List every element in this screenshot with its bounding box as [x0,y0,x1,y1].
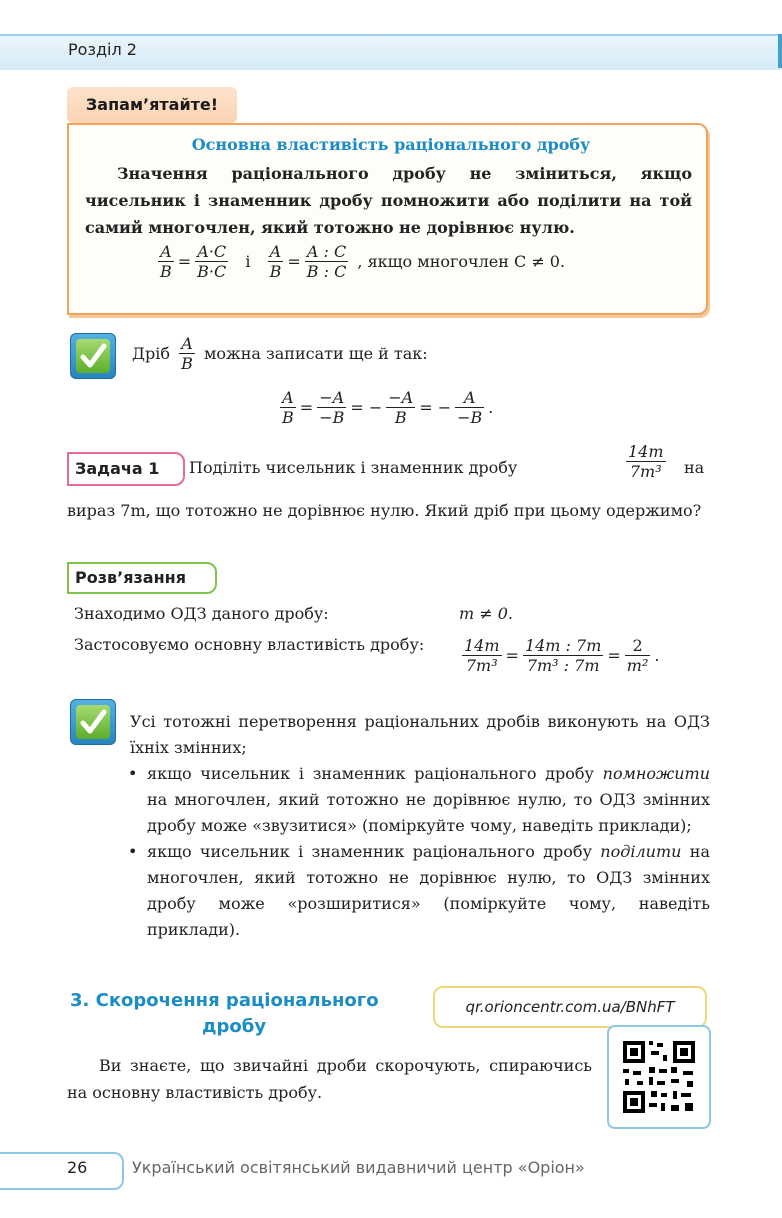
check-icon [70,333,116,379]
fraction: $\frac{-A}{B}$ [388,388,414,427]
note-odz-intro: Усі тотожні перетворення раціональних дробів виконують на ОДЗ їхніх змінних; [130,712,710,757]
rule-formula: $\frac{A}{B}$ = $\frac{A\cdot C}{B\cdot C}$ і $\frac{A}{B}$ = $\frac{A : C}{B : C}$ , якщо многочлен C ≠ 0. [160,242,566,281]
task-fraction: $\frac{14m}{\text{7m³}}$ [628,442,664,481]
fraction: $\frac{A : C}{B : C}$ [306,242,347,281]
qr-code-icon [609,1027,709,1127]
solution-step1-value: m ≠ 0. [459,604,514,623]
remember-tab: Запам’ятайте! [67,87,237,123]
publisher-name: Український освітянський видавничий центр «Оріон» [132,1158,585,1177]
fraction: $\frac{A}{B}$ [269,242,282,281]
fraction: $\frac{-A}{-B}$ [319,388,345,427]
task-text-cont: вираз 7m, що тотожно не дорівнює нулю. Який дріб при цьому одержимо? [67,501,702,520]
page-number-tab [0,1152,124,1190]
header-edge [778,34,782,68]
qr-link[interactable]: qr.orioncentr.com.ua/BNhFT [433,986,707,1028]
section-label: Розділ 2 [68,40,137,59]
equivalent-forms-formula: $\frac{A}{B}$ = $\frac{-A}{-B}$ = − $\frac{-A}{B}$ = − $\frac{A}{-B}$ . [282,388,494,427]
fraction: $\frac{A}{B}$ [160,242,172,281]
fraction: $\frac{A}{B}$ [181,334,193,373]
task-text-na: на [684,458,705,477]
solution-step2-formula: $\frac{14m}{\text{7m³}}$ = $\frac{14m : 7m}{\text{7m³ : 7m}}$ = $\frac{2}{\text{m²}}$ . [464,636,660,675]
task-tab: Задача 1 [67,452,185,486]
page-number: 26 [67,1158,88,1177]
odz-bullet-list [128,761,710,943]
fraction: $\frac{A}{B}$ [282,388,294,427]
section-title: 3. Скорочення раціонального дробу [70,990,379,1037]
fraction: $\frac{A}{-B}$ [457,388,483,427]
solution-step1-label: Знаходимо ОДЗ даного дробу: [74,604,329,623]
rule-title: Основна властивість раціонального дробу [191,135,591,154]
list-item: • якщо чисельник і знаменник раціонального дробу поділити на многочлен, який тотожно не дорівнює нулю, то ОДЗ змінних дробу може «розширитися» (поміркуйте чому, наведіть приклади). [128,839,710,943]
list-item: • якщо чисельник і знаменник раціонального дробу помножити на многочлен, який тотожно не дорівнює нулю, то ОДЗ змінних дробу може «звузитися» (поміркуйте чому, наведіть приклади); [128,761,710,839]
fraction: $\frac{A\cdot C}{B\cdot C}$ [197,242,227,281]
note-fraction-forms: Дріб $\frac{A}{B}$ можна записати ще й так: [132,334,428,373]
qr-code[interactable] [607,1025,711,1129]
section-paragraph: Ви знаєте, що звичайні дроби скорочують, спираючись на основну властивість дробу. [67,1056,592,1102]
solution-step2-label: Застосовуємо основну властивість дробу: [74,635,425,654]
solution-tab: Розв’язання [67,562,217,594]
rule-text: Значення раціонального дробу не зміниться, якщо чисельник і знаменник дробу помножити або поділити на той самий многочлен, який тотожно не дорівнює нулю. [85,164,692,237]
task-text: Поділіть чисельник і знаменник дробу [189,458,518,477]
check-icon [70,699,116,745]
